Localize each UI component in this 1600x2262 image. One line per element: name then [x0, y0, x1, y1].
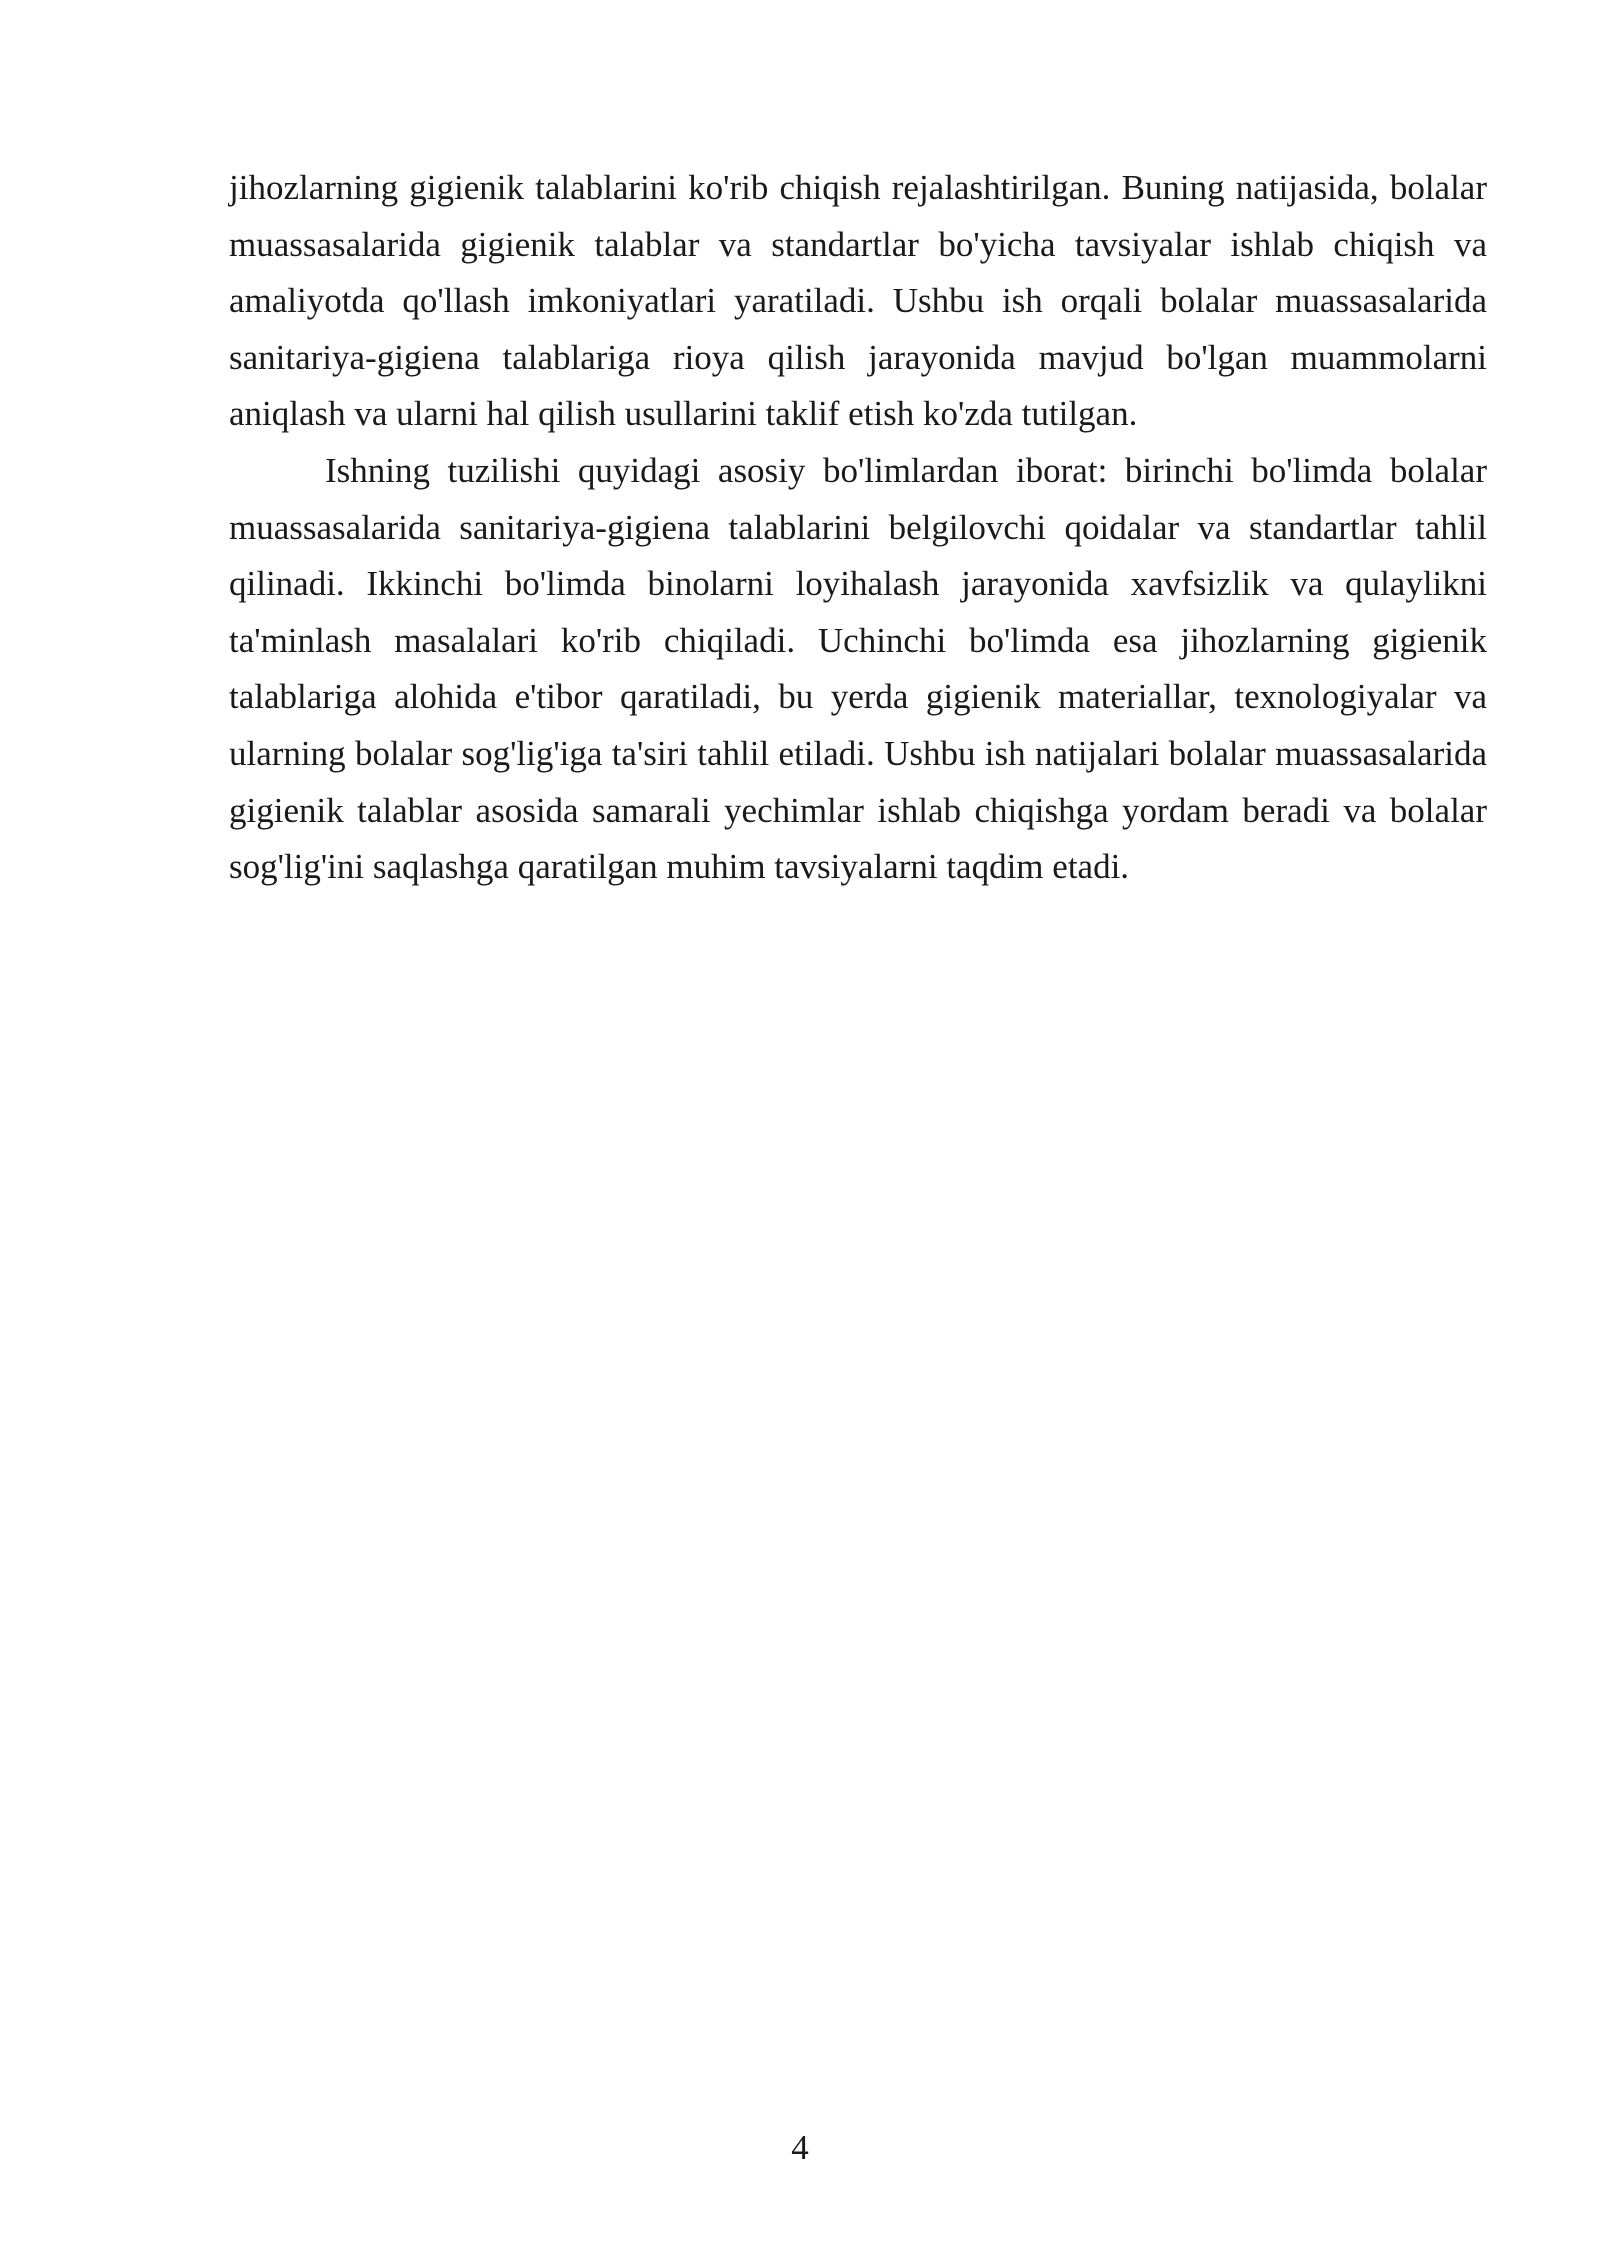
page-number: 4 — [791, 2128, 809, 2167]
body-text — [229, 160, 1487, 896]
paragraph-structure: Ishning tuzilishi quyidagi asosiy bo'limlardan iborat: birinchi bo'limda bolalar muassasalarida sanitariya-gigiena talablarini belgilovchi qoidalar va standartlar tahlil qilinadi. Ikkinchi bo'limda binolarni loyihalash jarayonida xavfsizlik va qulaylikni ta'minlash masalalari ko'rib chiqiladi. Uchinchi bo'limda esa jihozlarning gigienik talablariga alohida e'tibor qaratiladi, bu yerda gigienik materiallar, texnologiyalar va ularning bolalar sog'lig'iga ta'siri tahlil etiladi. Ushbu ish natijalari bolalar muassasalarida gigienik talablar asosida samarali yechimlar ishlab chiqishga yordam beradi va bolalar sog'lig'ini saqlashga qaratilgan muhim tavsiyalarni taqdim etadi. — [229, 450, 1487, 887]
paragraph-continuation: jihozlarning gigienik talablarini ko'rib chiqish rejalashtirilgan. Buning natijasida, bolalar muassasalarida gigienik talablar va standartlar bo'yicha tavsiyalar ishlab chiqish va amaliyotda qo'llash imkoniyatlari yaratiladi. Ushbu ish orqali bolalar muassasalarida sanitariya-gigiena talablariga rioya qilish jarayonida mavjud bo'lgan muammolarni aniqlash va ularni hal qilish usullarini taklif etish ko'zda tutilgan. — [229, 168, 1487, 434]
